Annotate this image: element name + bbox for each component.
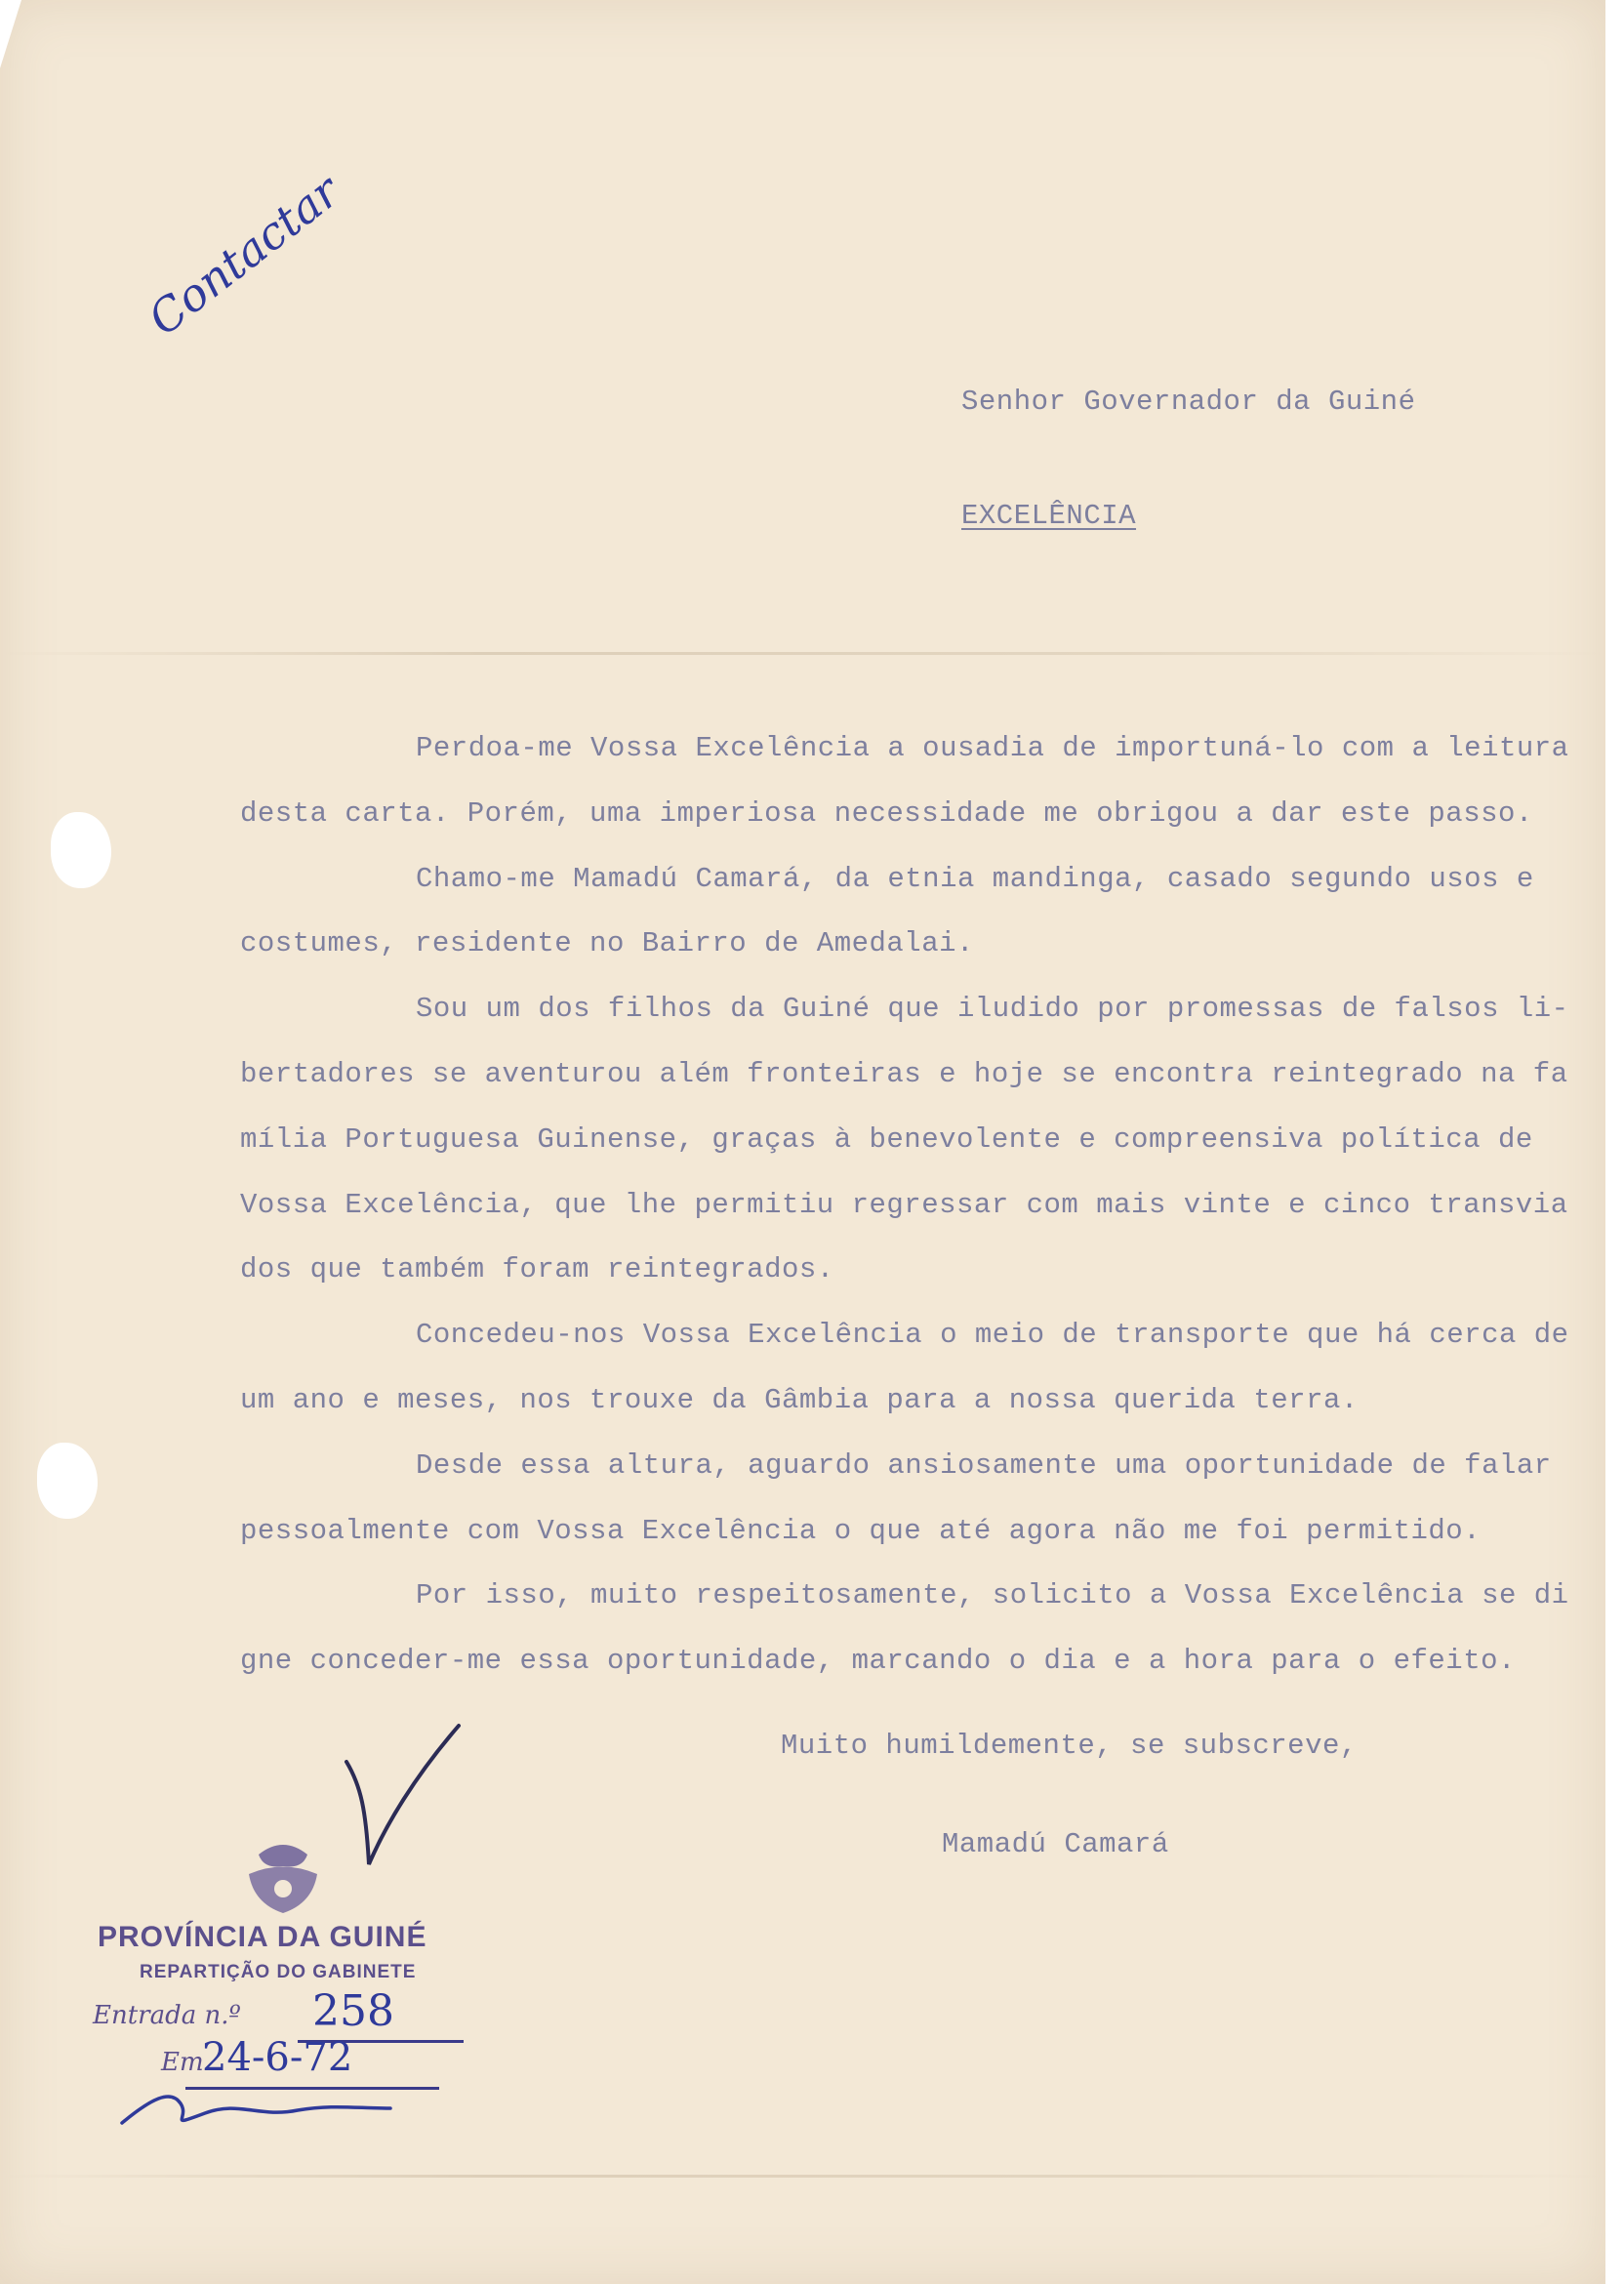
letter-body-line: Sou um dos filhos da Guiné que iludido por promessas de falsos li- xyxy=(416,993,1569,1026)
letter-body-line: Perdoa-me Vossa Excelência a ousadia de importuná-lo com a leitura xyxy=(416,732,1569,764)
letter-body-line: bertadores se aventurou além fronteiras e hoje se encontra reintegrado na fa xyxy=(240,1058,1568,1090)
letter-greeting: Senhor Governador da Guiné xyxy=(961,386,1416,418)
letter-body-line: pessoalmente com Vossa Excelência o que até agora não me foi permitido. xyxy=(240,1514,1482,1547)
stamp-entry-label: Entrada n.º xyxy=(93,2001,241,2030)
handwritten-margin-note: Contactar xyxy=(138,164,349,346)
paper-fold xyxy=(0,2175,1605,2178)
letter-body-line: Por isso, muito respeitosamente, solicito a Vossa Excelência se di xyxy=(416,1579,1569,1612)
letter-salutation: EXCELÊNCIA xyxy=(961,500,1137,532)
letter-signoff: Muito humildemente, se subscreve, xyxy=(781,1730,1358,1762)
torn-corner xyxy=(0,0,21,68)
stamp-date: 24-6-72 xyxy=(202,2035,353,2080)
letter-body-line: Vossa Excelência, que lhe permitiu regressar com mais vinte e cinco transvia xyxy=(240,1188,1568,1221)
letter-body-line: Concedeu-nos Vossa Excelência o meio de transporte que há cerca de xyxy=(416,1319,1569,1352)
stamp-title: PROVÍNCIA DA GUINÉ xyxy=(98,1921,427,1953)
letter-body-line: Desde essa altura, aguardo ansiosamente uma oportunidade de falar xyxy=(416,1448,1552,1482)
letter-body-line: desta carta. Porém, uma imperiosa necessidade me obrigou a dar este passo. xyxy=(240,796,1533,830)
letter-body-line: costumes, residente no Bairro de Amedalai. xyxy=(240,927,974,960)
punch-hole-bottom xyxy=(37,1443,98,1519)
punch-hole-top xyxy=(51,812,111,888)
letter-body-line: um ano e meses, nos trouxe da Gâmbia para a nossa querida terra. xyxy=(240,1384,1359,1416)
letter-body-line: dos que também foram reintegrados. xyxy=(240,1253,834,1286)
registration-stamp xyxy=(93,1835,473,2147)
letter-body-line: mília Portuguesa Guinense, graças à benevolente e compreensiva política de xyxy=(240,1122,1533,1156)
stamp-date-label: Em xyxy=(161,2048,204,2077)
paper-fold xyxy=(0,652,1605,655)
letter-body-line: gne conceder-me essa oportunidade, marcando o dia e a hora para o efeito. xyxy=(240,1645,1516,1678)
letter-signature: Mamadú Camará xyxy=(942,1828,1169,1860)
coat-of-arms-icon xyxy=(229,1835,337,1923)
stamp-entry-number: 258 xyxy=(312,1986,394,2036)
initials-signature-icon xyxy=(112,2079,405,2138)
stamp-subtitle: REPARTIÇÃO DO GABINETE xyxy=(140,1962,417,1982)
letter-body-line: Chamo-me Mamadú Camará, da etnia mandinga, casado segundo usos e xyxy=(416,862,1534,895)
